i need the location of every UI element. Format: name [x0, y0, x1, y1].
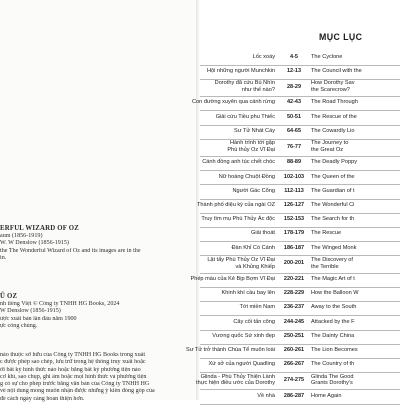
toc-english-title-line: The Country of th	[311, 361, 355, 368]
rights-line: ới bất kỳ hình thức nào hoặc bằng bất kỳ phương tiện nào	[0, 366, 141, 373]
toc-chapter-title-line: Xứ sở của người Quadling	[208, 361, 275, 368]
public-domain-note-end: in.	[0, 254, 7, 261]
toc-chapter-title	[155, 230, 275, 237]
toc-page-range: 76-77	[286, 143, 302, 150]
toc-chapter-title-line: Người Gác Cổng	[232, 187, 275, 194]
toc-chapter-title	[155, 99, 275, 106]
toc-chapter-title	[155, 159, 275, 166]
toc-english-title	[311, 290, 400, 297]
toc-english-title-line: the Terrible	[311, 263, 339, 270]
toc-entry	[200, 139, 400, 156]
toc-english-title	[311, 361, 400, 368]
toc-chapter-title-line: Con đường xuyên qua cánh rừng	[192, 99, 275, 106]
toc-english-title-line: The Rescue	[311, 230, 342, 237]
toc-english-title	[311, 276, 400, 283]
toc-chapter-title	[155, 361, 275, 368]
toc-english-title	[311, 68, 400, 75]
toc-entry	[196, 199, 400, 213]
rights-line: để cách ngày càng hoàn thiện hơn.	[0, 395, 85, 402]
toc-entry	[200, 125, 400, 139]
toc-english-title	[311, 230, 400, 237]
toc-page-range: 220-221	[283, 276, 305, 283]
toc-page-range: 64-65	[286, 127, 302, 134]
toc-chapter-title-line: Phép màu của Kẻ Bịp Bợm Vĩ Đại	[190, 276, 275, 283]
toc-chapter-title-line: Đàn Khỉ Có Cánh	[231, 244, 275, 251]
toc-english-title	[311, 257, 400, 270]
toc-chapter-title	[155, 114, 275, 121]
toc-chapter-title-line: Cây cối tấn công	[233, 318, 275, 325]
toc-chapter-title	[155, 245, 275, 252]
toc-page-range: 236-237	[283, 304, 305, 311]
toc-page-range: 12-13	[286, 67, 302, 74]
toc-chapter-title	[155, 128, 275, 135]
toc-english-title	[311, 245, 400, 252]
toc-chapter-title	[155, 68, 275, 75]
toc-entry	[200, 157, 400, 171]
toc-english-title-line: The Wonderful Ci	[311, 201, 355, 208]
right-page	[186, 0, 400, 400]
toc-entry	[200, 330, 400, 344]
toc-english-title-line: Glinda The Good	[311, 373, 354, 380]
toc-english-title	[311, 128, 400, 135]
toc-chapter-title-line: Sư Tử trở thành Chúa Tể muôn loài	[186, 347, 275, 354]
toc-entry	[200, 51, 400, 65]
toc-chapter-title-line: Truy tìm mụ Phù Thủy Ác độc	[201, 216, 275, 223]
toc-page-range: 244-245	[283, 318, 305, 325]
rights-line: nào thuộc sở hữu của Công ty TNHH HG Books trong xuất	[0, 352, 146, 358]
toc-chapter-title-line: Giải thoát	[251, 230, 275, 237]
rights-line: c được phép sao chép, lưu trữ trong hệ thống truy xuất hoặc	[0, 359, 146, 366]
toc-page-range: 200-201	[283, 260, 305, 267]
toc-english-title-line: the Great Oz	[311, 146, 344, 153]
toc-english-title-line: The Rescue of the	[311, 113, 357, 120]
toc-english-title	[311, 319, 400, 326]
toc-english-title-line: The Journey to	[311, 140, 349, 147]
toc-page-range: 88-89	[286, 159, 302, 166]
toc-english-title	[311, 304, 400, 311]
toc-entry	[200, 288, 400, 302]
toc-chapter-title-line: Lốc xoáy	[252, 53, 275, 60]
toc-chapter-title-line: Nữ hoàng Chuột Đồng	[218, 173, 275, 180]
toc-english-title	[311, 140, 400, 153]
toc-english-title-line: The Lion Becomes	[311, 347, 358, 354]
illustrator-line: W Denslow (1856-1915)	[0, 308, 61, 315]
original-title: ERFUL WIZARD OF OZ	[0, 225, 79, 232]
toc-chapter-title-line: Giải cứu Tiều phu Thiếc	[215, 113, 275, 120]
toc-entry	[196, 373, 400, 390]
rights-line: cơ khí, sao chụp, ghi âm hoặc mọi hình thức và phương tiện	[0, 373, 147, 380]
toc-chapter-title	[155, 304, 275, 311]
toc-english-title-line: The Cowardly Lio	[311, 127, 355, 134]
toc-entry	[186, 344, 400, 358]
toc-english-title	[311, 216, 400, 223]
toc-english-title	[311, 99, 400, 106]
toc-entry	[200, 302, 400, 316]
toc-english-title	[311, 54, 400, 61]
toc-english-title-line: The Council with the	[311, 67, 362, 74]
toc-english-title-line: The Search for th	[311, 216, 355, 223]
toc-chapter-title-line: Phù thủy Oz Vĩ Đại	[227, 146, 275, 153]
toc-english-title	[311, 333, 400, 340]
toc-chapter-title-line: Dorothy đã cứu Bù Nhìn	[214, 80, 275, 87]
toc-title: MỤC LỤC	[319, 32, 363, 42]
toc-chapter-title	[155, 333, 275, 340]
toc-english-title	[311, 374, 400, 387]
toc-page-range: 102-103	[283, 173, 305, 180]
toc-entry	[200, 171, 400, 185]
toc-english-title	[311, 159, 400, 166]
vietnamese-title: Ũ OZ	[0, 293, 18, 300]
toc-chapter-title	[155, 374, 275, 387]
copyright-line: nh tiếng Việt © Công ty TNHH HG Books, 2024	[0, 301, 120, 307]
toc-english-title	[311, 80, 400, 93]
toc-chapter-title-line: Lật tẩy Phù Thủy Oz Vĩ Đại	[207, 257, 275, 264]
toc-chapter-title	[155, 188, 275, 195]
public-domain-note: the The Wonderful Wizard of Oz and its images are in the	[0, 247, 141, 254]
toc-page-range: 266-267	[283, 361, 305, 368]
toc-english-title	[311, 174, 400, 181]
toc-entry	[200, 316, 400, 330]
toc-chapter-title-line: và Khủng Khiếp	[235, 263, 275, 270]
toc-chapter-title-line: Hành trình tới gặp	[229, 140, 275, 147]
toc-chapter-title	[155, 257, 275, 270]
toc-entry	[200, 213, 400, 227]
toc-page-range: 152-153	[283, 216, 305, 223]
toc-page-range: 228-229	[283, 290, 305, 297]
toc-chapter-title-line: như thế nào?	[241, 87, 275, 94]
toc-page-range: 286-287	[283, 392, 305, 399]
toc-chapter-title	[155, 393, 275, 400]
toc-english-title-line: How Dorothy Sav	[311, 80, 355, 87]
toc-chapter-title-line: Khinh khí cầu bay lên	[221, 290, 275, 297]
toc-entry	[200, 242, 400, 256]
toc-chapter-title-line: Về nhà	[257, 392, 275, 399]
toc-chapter-title-line: Cánh đồng anh túc chết chóc	[202, 159, 275, 166]
toc-chapter-title	[155, 202, 275, 209]
first-published-line: ược xuất bản lần đầu năm 1900	[0, 315, 77, 322]
toc-english-title-line: The Road Through	[311, 99, 358, 106]
toc-entry	[200, 79, 400, 96]
toc-page-range: 126-127	[283, 201, 305, 208]
toc-english-title-line: The Discovery of	[311, 257, 353, 264]
toc-english-title-line: The Magic Art of t	[311, 276, 355, 283]
toc-page-range: 4-5	[290, 53, 298, 60]
toc-page-range: 274-275	[283, 377, 305, 384]
toc-page-range: 260-261	[283, 347, 305, 354]
toc-chapter-title	[155, 290, 275, 297]
toc-english-title-line: The Queen of the	[311, 173, 355, 180]
toc-chapter-title-line: Vương quốc Sứ xinh đẹp	[212, 332, 275, 339]
toc-english-title-line: The Deadly Poppy	[311, 159, 358, 166]
author-credit: aum (1856-1919)	[0, 233, 43, 239]
toc-page-range: 186-187	[283, 244, 305, 251]
toc-english-title-line: Home Again	[311, 392, 342, 399]
toc-page-range: 178-179	[283, 230, 305, 237]
toc-page-range: 28-29	[286, 83, 302, 90]
toc-english-title	[311, 393, 400, 400]
toc-chapter-title	[155, 347, 275, 354]
toc-english-title	[311, 188, 400, 195]
toc-chapter-title	[155, 140, 275, 153]
toc-chapter-title-line: Hội những người Munchkin	[206, 67, 275, 74]
toc-english-title	[311, 114, 400, 121]
toc-english-title	[311, 202, 400, 209]
illustrator-credit: W. W Denslow (1856-1915)	[0, 240, 69, 247]
toc-entry	[200, 65, 400, 79]
toc-entry	[200, 111, 400, 125]
rights-line: g có sự cho phép trước bằng văn bản của Công ty TNHH HG	[0, 381, 150, 388]
toc-page-range: 42-43	[286, 99, 302, 106]
toc-english-title-line: The Dainty China	[311, 332, 355, 339]
toc-entry	[192, 97, 400, 111]
toc-chapter-title	[155, 54, 275, 61]
toc-chapter-title-line: Tới miền Nam	[239, 304, 275, 311]
toc-chapter-title	[155, 174, 275, 181]
toc-english-title-line: The Guardian of t	[311, 187, 355, 194]
toc-english-title-line: The Cyclone	[311, 53, 343, 60]
toc-english-title-line: Away to the South	[311, 304, 357, 311]
toc-entry	[200, 185, 400, 199]
toc-entry	[200, 390, 400, 404]
toc-page-range: 250-251	[283, 332, 305, 339]
toc-chapter-title	[155, 276, 275, 283]
toc-chapter-title-line: Glinda - Phù Thủy Thiện Lành	[200, 373, 275, 380]
toc-entry	[200, 359, 400, 373]
toc-english-title	[311, 347, 400, 354]
toc-entry	[200, 256, 400, 273]
toc-chapter-title-line: thực hiện điều ước của Dorothy	[196, 380, 275, 387]
toc-entry	[200, 228, 400, 242]
toc-entry	[190, 273, 400, 287]
toc-english-title-line: the Scarecrow?	[311, 87, 350, 94]
toc-english-title-line: Grants Dorothy's	[311, 380, 353, 387]
toc-page-range: 50-51	[286, 113, 302, 120]
toc-chapter-title	[155, 216, 275, 223]
toc-chapter-title	[155, 319, 275, 326]
toc-chapter-title-line: Sư Tử Nhát Cáy	[234, 127, 275, 134]
toc-chapter-title-line: Thành phố diệu kỳ của ngài OZ	[196, 201, 275, 208]
rights-line: về nội dung mong muốn nhận được những ý kiến đóng góp của	[0, 388, 155, 395]
toc-english-title-line: How the Balloon W	[311, 290, 359, 297]
public-line: ực công chúng.	[0, 322, 38, 329]
toc-english-title-line: The Winged Monk	[311, 244, 357, 251]
toc-page-range: 112-113	[284, 187, 304, 194]
toc-chapter-title	[155, 80, 275, 93]
toc-english-title-line: Attacked by the F	[311, 318, 355, 325]
